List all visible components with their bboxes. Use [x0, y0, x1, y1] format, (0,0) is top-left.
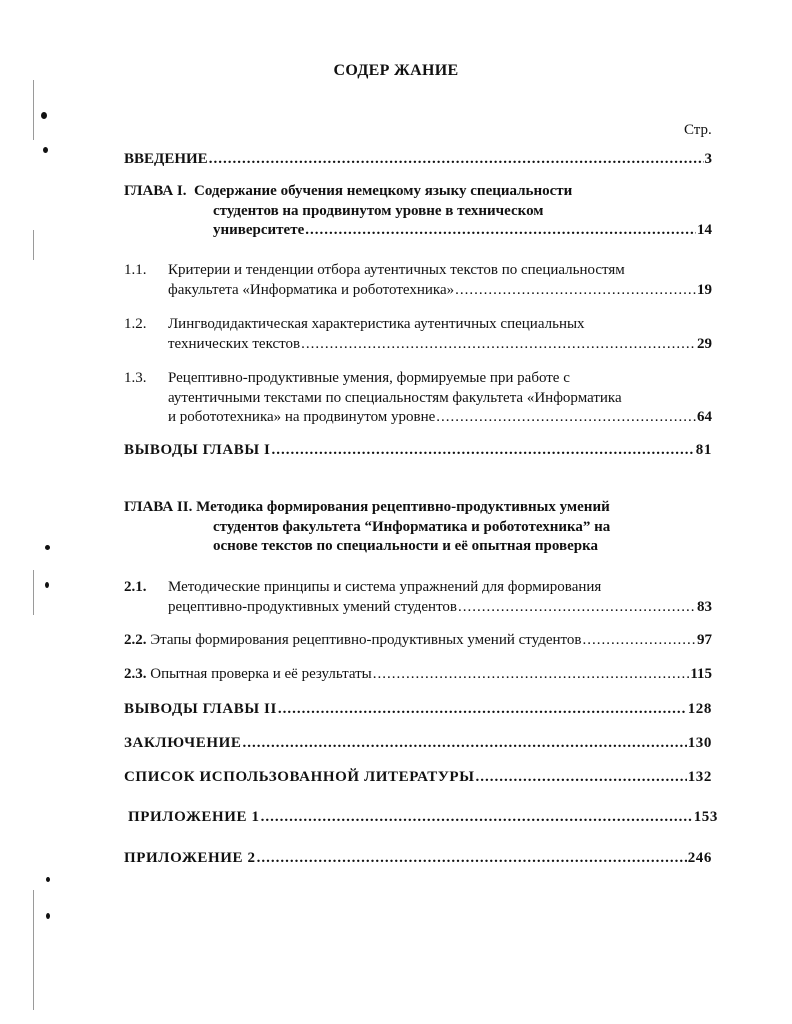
toc-entry-bibliography[interactable]	[124, 768, 712, 788]
leader-dots	[582, 631, 696, 651]
toc-page-number: 14	[697, 222, 712, 238]
chapter-title-line: университете	[213, 222, 305, 238]
chapter-title-line: основе текстов по специальности и её опытная проверка	[213, 538, 599, 554]
section-number: 1.1.	[124, 262, 147, 278]
scan-edge-line	[33, 570, 34, 615]
toc-entry-appendix-1[interactable]	[128, 808, 718, 828]
scan-edge-line	[33, 80, 34, 140]
toc-page-number: 29	[697, 335, 712, 352]
page-column-label: Стр.	[684, 122, 712, 138]
chapter-title-line: студентов факультета “Информатика и робототехника” на	[213, 518, 611, 535]
toc-entry-text: ВВЕДЕНИЕ	[124, 151, 208, 167]
section-title-line: и робототехника» на продвинутом уровне	[168, 409, 436, 425]
leader-dots	[242, 734, 686, 754]
section-number: 2.2.	[124, 632, 147, 648]
leader-dots	[373, 665, 690, 685]
section-number: 1.3.	[124, 370, 147, 386]
leader-dots	[305, 221, 696, 241]
toc-page-number: 132	[687, 769, 712, 785]
toc-entry-chapter-2[interactable]	[124, 498, 712, 557]
leader-dots	[257, 849, 687, 869]
page-title: СОДЕР ЖАНИЕ	[333, 62, 459, 79]
chapter-prefix: ГЛАВА II.	[124, 499, 193, 515]
leader-dots	[278, 700, 687, 720]
section-title-line: рецептивно-продуктивных умений студентов	[168, 598, 458, 615]
toc-page-number: 128	[687, 701, 712, 717]
toc-entry-conclusion[interactable]	[124, 734, 712, 754]
leader-dots	[476, 768, 687, 788]
scan-edge-line	[33, 890, 34, 1010]
section-title-line: факультета «Информатика и робототехника»	[168, 281, 455, 298]
section-number: 2.3.	[124, 666, 147, 682]
leader-dots	[436, 408, 696, 428]
leader-dots	[271, 441, 694, 461]
section-number: 2.1.	[124, 579, 147, 595]
toc-page-number: 130	[687, 735, 712, 751]
chapter-title-line: Содержание обучения немецкому языку специальности	[194, 183, 573, 199]
toc-entry-text: ПРИЛОЖЕНИЕ 1	[128, 809, 260, 825]
toc-entry-section-2-2[interactable]	[124, 631, 712, 651]
toc-entry-text: ВЫВОДЫ ГЛАВЫ I	[124, 442, 271, 458]
section-title: Этапы формирования рецептивно-продуктивных умений студентов	[150, 632, 582, 648]
scan-speck	[45, 582, 49, 588]
toc-page-number: 19	[697, 281, 712, 298]
section-title: Опытная проверка и её результаты	[150, 666, 372, 682]
chapter-title-line: Методика формирования рецептивно-продуктивных умений	[196, 499, 610, 515]
scan-speck	[46, 877, 50, 882]
toc-entry-chapter-2-conclusions[interactable]	[124, 700, 712, 720]
toc-entry-text: ПРИЛОЖЕНИЕ 2	[124, 850, 256, 866]
toc-entry-text: ЗАКЛЮЧЕНИЕ	[124, 735, 242, 751]
section-number: 1.2.	[124, 316, 147, 332]
toc-entry-chapter-1[interactable]	[124, 182, 712, 241]
toc-entry-section-1-2[interactable]	[124, 315, 712, 354]
scan-speck	[45, 545, 50, 550]
scan-edge-line	[33, 230, 34, 260]
scan-speck	[41, 112, 47, 119]
toc-page-number: 115	[690, 666, 712, 682]
chapter-prefix: ГЛАВА I.	[124, 183, 187, 199]
toc-entry-appendix-2[interactable]	[124, 849, 712, 869]
toc-entry-text: СПИСОК ИСПОЛЬЗОВАННОЙ ЛИТЕРАТУРЫ	[124, 769, 475, 785]
section-title-line: Рецептивно-продуктивные умения, формируемые при работе с	[168, 370, 570, 386]
section-title-line: технических текстов	[168, 335, 301, 352]
toc-entry-section-2-3[interactable]	[124, 665, 712, 685]
leader-dots	[458, 598, 696, 618]
leader-dots	[261, 808, 693, 828]
toc-page-number: 153	[693, 809, 718, 825]
toc-entry-text: ВЫВОДЫ ГЛАВЫ II	[124, 701, 277, 717]
leader-dots	[301, 335, 696, 355]
toc-page-number: 81	[695, 442, 712, 458]
section-title-line: аутентичными текстами по специальностям факультета «Информатика	[168, 389, 622, 406]
toc-page-number: 64	[697, 409, 712, 425]
scan-speck	[46, 913, 50, 919]
section-title-line: Критерии и тенденции отбора аутентичных текстов по специальностям	[168, 262, 625, 278]
toc-entry-section-1-1[interactable]	[124, 261, 712, 300]
toc-page-number: 246	[687, 850, 712, 866]
leader-dots	[455, 281, 696, 301]
section-title-line: Лингводидактическая характеристика аутентичных специальных	[168, 316, 585, 332]
toc-page-number: 97	[697, 632, 712, 648]
toc-entry-section-2-1[interactable]	[124, 578, 712, 617]
toc-entry-section-1-3[interactable]	[124, 369, 712, 428]
leader-dots	[209, 150, 704, 170]
chapter-title-line: студентов на продвинутом уровне в техническом	[213, 202, 544, 219]
scan-speck	[43, 147, 48, 153]
section-title-line: Методические принципы и система упражнений для формирования	[168, 579, 602, 595]
toc-entry-introduction[interactable]	[124, 150, 712, 170]
toc-page-number: 83	[697, 598, 712, 615]
toc-page-number: 3	[704, 151, 712, 167]
toc-entry-chapter-1-conclusions[interactable]	[124, 441, 712, 461]
